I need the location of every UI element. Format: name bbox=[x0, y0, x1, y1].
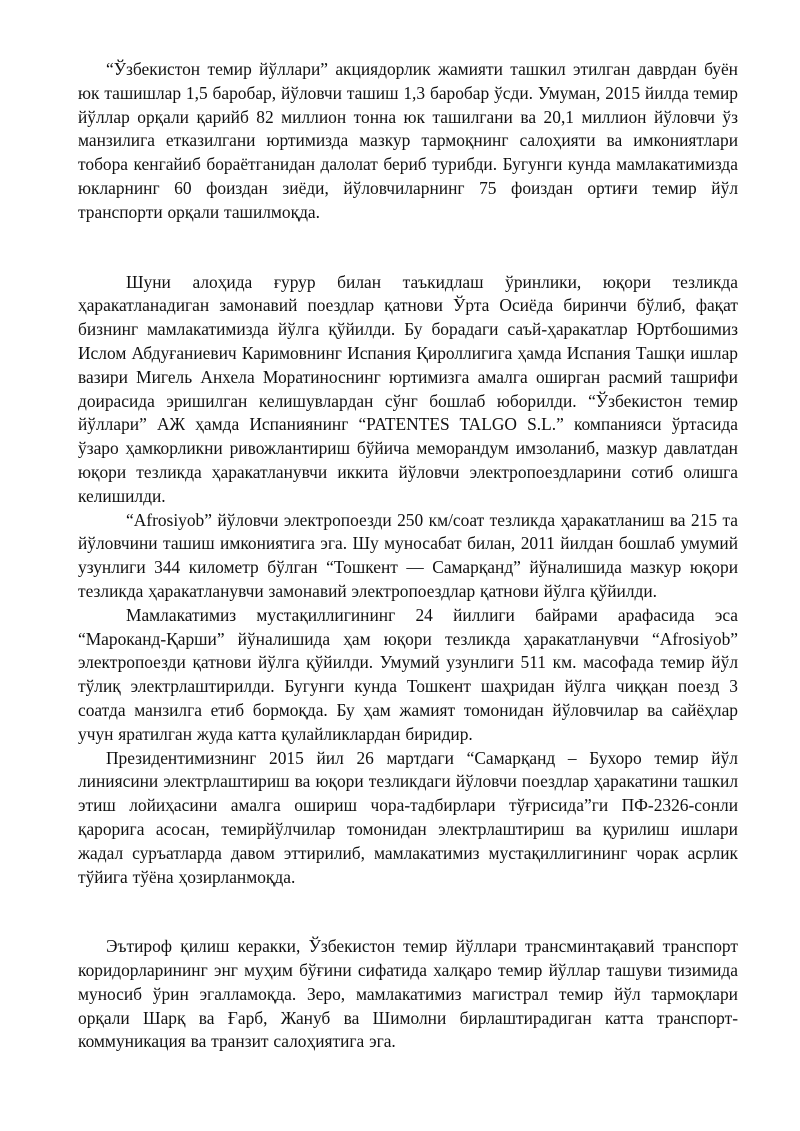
paragraph-transit-potential: Эътироф қилиш керакки, Ўзбекистон темир йўллари трансминтақавий транспорт коридорларининг энг муҳим бўғини сифатида халқаро темир йўллар ташуви тизимида муносиб ўрин эгалламоқда. Зеро, мамлакатимиз магистрал темир йўл тармоқлари орқали Шарқ ва Ғарб, Жануб ва Шимолни бирлаштирадиган катта транспорт-коммуникация ва транзит салоҳиятига эга. bbox=[78, 936, 738, 1052]
paragraph-marokand-karshi: Мамлакатимиз мустақиллигининг 24 йиллиги байрами арафасида эса “Мароканд-Қарши” йўналишида ҳам юқори тезликда ҳаракатланувчи “Afrosiyob” электропоезди қатнови йўлга қўйилди. Умумий узунлиги 511 км. масофада темир йўл тўлиқ электрлаштирилди. Бугунги кунда Тошкент шаҳридан йўлга чиққан поезд 3 соатда манзилга етиб бормоқда. Бу ҳам жамият томонидан йўловчилар ва сайёҳлар учун яратилган жуда катта қулайликлардан биридир. bbox=[78, 604, 738, 744]
paragraph-railway-growth: “Ўзбекистон темир йўллари” акциядорлик жамияти ташкил этилган даврдан буён юк ташишлар 1,5 баробар, йўловчи ташиш 1,3 баробар ўсди. Умуман, 2015 йилда темир йўллар орқали қарийб 82 миллион тонна юк ташилгани ва 20,1 миллион йўловчи ўз манзилига етказилгани юртимизда мазкур тармоқнинг салоҳияти ва имкониятлари тобора кенгайиб бораётганидан далолат бериб турибди. Бугунги кунда мамлакатимизда юкларнинг 60 фоиздан зиёди, йўловчиларнинг 75 фоиздан ортиғи темир йўл транспорти орқали ташилмоқда. bbox=[78, 59, 738, 222]
paragraph-afrosiyob-tashkent-samarkand: “Afrosiyob” йўловчи электропоезди 250 км/соат тезликда ҳаракатланиш ва 215 та йўловчини ташиш имкониятига эга. Шу муносабат билан, 2011 йилдан бошлаб умумий узунлиги 344 километр бўлган “Тошкент — Самарқанд” йўналишида мазкур юқори тезликда ҳаракатланувчи замонавий электропоездлар қатнови йўлга қўйилди. bbox=[78, 509, 738, 601]
paragraph-high-speed-trains: Шуни алоҳида ғурур билан таъкидлаш ўринлики, юқори тезликда ҳаракатланадиган замонавий поездлар қатнови Ўрта Осиёда биринчи бўлиб, фақат бизнинг мамлакатимизда йўлга қўйилди. Бу борадаги саъй-ҳаракатлар Юртбошимиз Ислом Абдуғаниевич Каримовнинг Испания Қироллигига ҳамда Испания Ташқи ишлар вазири Мигель Анхела Моратиноснинг юртимизга амалга оширган расмий ташрифи доирасида эришилган келишувлардан сўнг бошлаб юборилди. “Ўзбекистон темир йўллари” АЖ ҳамда Испаниянинг “PATENTES TALGO S.L.” компанияси ўртасида ўзаро ҳамкорликни ривожлантириш бўйича меморандум имзоланиб, мазкур давлатдан юқори тезликда ҳаракатланувчи иккита йўловчи электропоездларини сотиб олишга келишилди. bbox=[78, 271, 738, 506]
paragraph-samarkand-bukhara-electrification: Президентимизнинг 2015 йил 26 мартдаги “Самарқанд – Бухоро темир йўл линиясини электрлаштириш ва юқори тезликдаги йўловчи поездлар ҳаракатини ташкил этиш лойиҳасини амалга ошириш чора-тадбирлари тўғрисида”ги ПФ-2326-сонли қарорига асосан, темирйўлчилар томонидан электрлаштириш ва қурилиш ишлари жадал суръатларда давом эттирилиб, мамлакатимиз мустақиллигининг чорак асрлик тўйига тўёна ҳозирланмоқда. bbox=[78, 747, 738, 887]
